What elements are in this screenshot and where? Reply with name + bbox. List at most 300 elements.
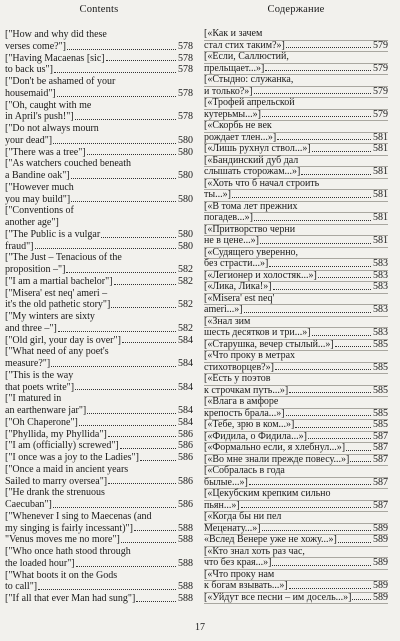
entry-title-line xyxy=(5,370,193,382)
entry-title-text: Sailed to marry oversea"] xyxy=(5,475,108,487)
english-toc-entry xyxy=(5,76,193,100)
english-toc-entry xyxy=(5,593,193,605)
dot-leader xyxy=(54,72,176,73)
entry-title-text: что без края...»] xyxy=(204,557,272,568)
entry-title-text: [«Трофей апрельской xyxy=(204,97,295,108)
entry-title-text: [«Фидила, о Фидила...»] xyxy=(204,430,307,442)
entry-title-text: и только?»] xyxy=(204,85,253,97)
entry-title-line xyxy=(5,311,193,323)
dot-leader xyxy=(254,220,371,221)
entry-title-text: fraud"] xyxy=(5,240,34,252)
russian-toc-entry xyxy=(204,351,388,374)
entry-title-text: an earthenware jar"] xyxy=(5,405,87,416)
entry-last-line xyxy=(5,382,193,394)
entry-title-line xyxy=(5,288,193,300)
russian-toc-entry xyxy=(204,374,388,397)
dot-leader xyxy=(269,266,371,267)
entry-page-number: 581 xyxy=(373,166,388,177)
entry-last-line xyxy=(5,229,193,241)
dot-leader xyxy=(106,60,176,61)
dot-leader xyxy=(275,369,371,370)
entry-page-number: 588 xyxy=(178,522,193,534)
entry-title-text: [«Знал зим xyxy=(204,315,251,327)
entry-last-line xyxy=(5,194,193,206)
english-toc-entry xyxy=(5,276,193,288)
entry-page-number: 585 xyxy=(373,407,388,419)
entry-title-text: ["I am a martial bachelor"] xyxy=(5,275,113,287)
entry-title-line xyxy=(5,570,193,582)
dot-leader xyxy=(312,335,371,336)
entry-title-text: [«Misera' est neq' xyxy=(204,292,275,304)
entry-page-number: 578 xyxy=(178,87,193,99)
dot-leader xyxy=(295,427,371,428)
english-toc-entry xyxy=(5,29,193,53)
english-toc-entry xyxy=(5,100,193,124)
entry-last-line xyxy=(5,523,193,535)
entry-last-line xyxy=(5,358,193,370)
entry-last-line xyxy=(5,417,193,429)
entry-title-line xyxy=(5,76,193,88)
entry-title-text: to call"] xyxy=(5,581,38,593)
entry-page-number: 587 xyxy=(373,499,388,511)
entry-title-text: Меценату...»] xyxy=(204,522,261,534)
entry-title-text: a Bandine oak"] xyxy=(5,170,70,181)
entry-page-number: 588 xyxy=(178,593,193,604)
entry-page-number: 580 xyxy=(178,193,193,205)
russian-toc-entry xyxy=(204,535,388,547)
entry-last-line xyxy=(204,305,388,317)
russian-toc-entry xyxy=(204,202,388,225)
entry-page-number: 582 xyxy=(178,299,193,311)
entry-title-text: the loaded hour"] xyxy=(5,557,75,569)
entry-title-line xyxy=(5,346,193,358)
entry-title-text: ["Old girl, your day is over"] xyxy=(5,334,121,346)
dot-leader xyxy=(301,174,371,175)
page-number: 17 xyxy=(195,622,205,633)
dot-leader xyxy=(75,119,176,120)
entry-last-line xyxy=(5,88,193,100)
russian-toc-entry xyxy=(204,52,388,75)
entry-title-text: ["Conventions of xyxy=(5,205,74,217)
russian-toc-entry xyxy=(204,121,388,144)
entry-title-text: housemaid"] xyxy=(5,87,56,99)
entry-last-line xyxy=(5,64,193,76)
dot-leader xyxy=(289,588,371,589)
dot-leader xyxy=(58,331,176,332)
dot-leader xyxy=(76,566,176,567)
entry-title-text: [«Лика, Лика!»] xyxy=(204,281,272,292)
english-toc-entry xyxy=(5,511,193,535)
dot-leader xyxy=(66,272,176,273)
entry-page-number: 588 xyxy=(178,581,193,593)
english-toc-entry xyxy=(5,53,193,65)
russian-toc-entry xyxy=(204,75,388,98)
entry-title-text: ["Having Macaenas [sic] xyxy=(5,52,105,64)
russian-toc-entry xyxy=(204,248,388,271)
entry-last-line xyxy=(5,593,193,605)
entry-title-text: another age"] xyxy=(5,217,59,228)
entry-title-text: не в цене...»] xyxy=(204,235,259,246)
entry-title-text: [«Есть у поэтов xyxy=(204,373,271,384)
dot-leader xyxy=(286,47,371,48)
entry-page-number: 588 xyxy=(178,557,193,569)
entry-page-number: 582 xyxy=(178,322,193,334)
russian-toc-entry xyxy=(204,179,388,202)
english-toc-entry xyxy=(5,346,193,370)
entry-page-number: 581 xyxy=(373,235,388,246)
entry-title-text: [«Хоть что б начал строить xyxy=(204,177,320,189)
entry-last-line xyxy=(204,167,388,179)
entry-title-text: ["How and why did these xyxy=(5,29,107,40)
entry-title-line xyxy=(5,158,193,170)
entry-page-number: 587 xyxy=(373,453,388,465)
english-toc-entry xyxy=(5,241,193,253)
dot-leader xyxy=(79,425,176,426)
dot-leader xyxy=(71,178,176,179)
entry-title-text: ["Phyllida, my Phyllida"] xyxy=(5,428,107,440)
dot-leader xyxy=(87,413,176,414)
entry-page-number: 586 xyxy=(178,452,193,463)
entry-title-text: к строчкам путь...»] xyxy=(204,384,289,396)
english-toc-entry xyxy=(5,335,193,347)
entry-page-number: 584 xyxy=(178,405,193,416)
english-toc-entry xyxy=(5,158,193,182)
dot-leader xyxy=(273,289,371,290)
russian-toc-entry xyxy=(204,512,388,535)
entry-title-text: [«Судящего уверенно, xyxy=(204,246,299,258)
entry-title-line xyxy=(5,511,193,523)
entry-title-text: ["I matured in xyxy=(5,393,62,405)
entry-page-number: 579 xyxy=(373,108,388,120)
entry-title-text: ["Who once hath stood through xyxy=(5,546,131,557)
dot-leader xyxy=(277,139,371,140)
entry-last-line xyxy=(5,170,193,182)
english-toc-entry xyxy=(5,452,193,464)
entry-last-line xyxy=(5,111,193,123)
dot-leader xyxy=(318,277,371,278)
entry-title-line xyxy=(5,123,193,135)
entry-last-line xyxy=(204,259,388,271)
entry-title-text: [«Как и зачем xyxy=(204,28,263,39)
entry-title-text: стал стих таким?»] xyxy=(204,39,285,51)
dot-leader xyxy=(114,284,176,285)
entry-last-line xyxy=(5,429,193,441)
entry-title-line xyxy=(204,397,388,409)
entry-title-text: [«Что проку нам xyxy=(204,568,275,580)
entry-last-line xyxy=(5,276,193,288)
russian-toc-entry xyxy=(204,98,388,121)
entry-title-line xyxy=(204,121,388,133)
entry-title-text: [«Бандинский дуб дал xyxy=(204,154,299,166)
entry-last-line xyxy=(5,499,193,511)
entry-page-number: 587 xyxy=(373,476,388,488)
entry-title-line xyxy=(5,100,193,112)
russian-toc-entry xyxy=(204,156,388,179)
entry-last-line xyxy=(5,452,193,464)
entry-page-number: 589 xyxy=(373,591,388,603)
dot-leader xyxy=(262,116,371,117)
entry-page-number: 581 xyxy=(373,189,388,200)
dot-leader xyxy=(312,151,371,152)
russian-toc-entry xyxy=(204,489,388,512)
entry-title-text: [«Притворство черни xyxy=(204,223,296,235)
english-toc-entry xyxy=(5,64,193,76)
entry-page-number: 580 xyxy=(178,146,193,158)
entry-title-line xyxy=(204,351,388,363)
entry-title-text: [«Что проку в метрах xyxy=(204,350,296,361)
russian-toc-entry xyxy=(204,397,388,420)
entry-last-line xyxy=(204,328,388,340)
entry-title-text: былые...»] xyxy=(204,476,248,488)
entry-page-number: 583 xyxy=(373,281,388,292)
entry-page-number: 584 xyxy=(178,358,193,369)
entry-page-number: 586 xyxy=(178,440,193,452)
entry-page-number: 583 xyxy=(373,327,388,338)
entry-title-text: [«Старушка, вечер стылый...»] xyxy=(204,338,334,350)
entry-last-line xyxy=(204,190,388,202)
entry-title-text: [«Тебе, зрю в ком...»] xyxy=(204,419,295,430)
entry-last-line xyxy=(5,241,193,253)
entry-title-text: ["My winters are sixty xyxy=(5,311,95,322)
entry-last-line xyxy=(204,558,388,570)
russian-toc-entry xyxy=(204,225,388,248)
entry-title-text: [«Цекубским крепким сильно xyxy=(204,488,331,499)
entry-title-line xyxy=(204,98,388,110)
entry-title-line xyxy=(5,464,193,476)
entry-title-line xyxy=(204,52,388,64)
entry-page-number: 582 xyxy=(178,275,193,287)
entry-title-text: you may build"] xyxy=(5,193,71,205)
entry-title-text: прельщает...»] xyxy=(204,62,265,74)
dot-leader xyxy=(346,450,371,451)
entry-title-line xyxy=(204,29,388,41)
entry-last-line xyxy=(204,144,388,156)
russian-toc-entry xyxy=(204,466,388,489)
entry-last-line xyxy=(5,405,193,417)
entry-title-text: ["Don't be ashamed of your xyxy=(5,76,116,87)
entry-page-number: 584 xyxy=(178,334,193,346)
english-toc-entry xyxy=(5,147,193,159)
entry-title-line xyxy=(5,205,193,217)
entry-page-number: 589 xyxy=(373,557,388,568)
dot-leader xyxy=(35,248,176,249)
english-toc-entry xyxy=(5,370,193,394)
dot-leader xyxy=(244,312,371,313)
entry-last-line xyxy=(204,236,388,248)
entry-page-number: 578 xyxy=(178,40,193,52)
dot-leader xyxy=(75,389,176,390)
entry-page-number: 585 xyxy=(373,361,388,373)
entry-title-text: [«Скорбь не век xyxy=(204,120,272,131)
entry-page-number: 578 xyxy=(178,64,193,76)
entry-title-text: Caecuban"] xyxy=(5,499,52,510)
entry-title-text: ["Do not always mourn xyxy=(5,123,99,134)
entry-title-text: ["Once a maid in ancient years xyxy=(5,463,129,475)
dot-leader xyxy=(260,243,371,244)
entry-page-number: 580 xyxy=(178,228,193,240)
dot-leader xyxy=(51,366,176,367)
entry-title-text: крепость брала...»] xyxy=(204,407,285,419)
dot-leader xyxy=(308,438,371,439)
entry-title-text: my singing is fairly incessant)"] xyxy=(5,522,133,534)
entry-last-line xyxy=(204,535,388,547)
entry-page-number: 589 xyxy=(373,580,388,591)
entry-title-text: ["What need of any poet's xyxy=(5,346,109,358)
entry-page-number: 579 xyxy=(373,39,388,51)
entry-page-number: 584 xyxy=(178,416,193,428)
entry-title-text: ["What boots it on the Gods xyxy=(5,569,118,581)
entry-title-text: ameri...»] xyxy=(204,304,243,315)
entry-title-text: слышать сторожам...»] xyxy=(204,166,301,177)
dot-leader xyxy=(262,530,371,531)
entry-page-number: 582 xyxy=(178,264,193,275)
entry-title-text: [«Если, Саллюстий, xyxy=(204,51,289,62)
entry-page-number: 581 xyxy=(373,143,388,154)
entry-title-text: [«В тома лет прежних xyxy=(204,200,298,212)
entry-page-number: 583 xyxy=(373,304,388,315)
entry-title-text: that poets write"] xyxy=(5,381,75,393)
entry-page-number: 585 xyxy=(373,419,388,430)
russian-toc-entry xyxy=(204,547,388,570)
entry-page-number: 580 xyxy=(178,170,193,181)
entry-title-text: ["Misera' est neq' ameri – xyxy=(5,287,108,299)
russian-toc-entry xyxy=(204,294,388,317)
entry-page-number: 586 xyxy=(178,428,193,440)
entry-title-text: ["The Public is a vulgar xyxy=(5,228,101,240)
entry-last-line xyxy=(5,335,193,347)
dot-leader xyxy=(350,461,371,462)
entry-title-line xyxy=(5,487,193,499)
entry-title-text: кутерьмы...»] xyxy=(204,108,261,120)
entry-title-text: ["He drank the strenuous xyxy=(5,487,105,499)
entry-last-line xyxy=(5,558,193,570)
russian-entries-list xyxy=(204,29,388,604)
english-entries-list xyxy=(5,29,193,605)
dot-leader xyxy=(120,448,176,449)
dot-leader xyxy=(335,346,371,347)
english-toc-entry xyxy=(5,417,193,429)
entry-title-text: [«Во мне знали прежде повесу...»] xyxy=(204,453,350,465)
dot-leader xyxy=(101,237,176,238)
entry-title-text: к богам взывать...»] xyxy=(204,580,288,591)
entry-page-number: 579 xyxy=(373,85,388,97)
dot-leader xyxy=(87,154,176,155)
dot-leader xyxy=(53,143,176,144)
contents-heading: Contents xyxy=(79,4,119,15)
dot-leader xyxy=(121,542,176,543)
entry-title-line xyxy=(5,546,193,558)
english-toc-entry xyxy=(5,182,193,206)
entry-title-text: [«Уйдут все песни – им досель...»] xyxy=(204,591,352,603)
entry-page-number: 589 xyxy=(373,522,388,534)
entry-last-line xyxy=(5,476,193,488)
english-toc-entry xyxy=(5,429,193,441)
entry-page-number: 579 xyxy=(373,62,388,74)
dot-leader xyxy=(265,70,371,71)
entry-page-number: 585 xyxy=(373,338,388,350)
soderzhanie-heading: Содержание xyxy=(267,4,325,15)
entry-title-text: proposition –"] xyxy=(5,264,66,275)
entry-last-line xyxy=(204,282,388,294)
entry-title-text: ["Oh Chaperone"] xyxy=(5,416,78,428)
entry-title-text: шесть десятков и три...»] xyxy=(204,327,311,338)
english-toc-entry xyxy=(5,252,193,276)
entry-page-number: 589 xyxy=(373,534,388,545)
entry-title-text: ты...»] xyxy=(204,189,231,200)
entry-page-number: 581 xyxy=(373,131,388,143)
english-toc-entry xyxy=(5,440,193,452)
entry-title-text: [«Стыдно: служанка, xyxy=(204,74,294,85)
entry-page-number: 580 xyxy=(178,134,193,146)
dot-leader xyxy=(140,460,176,461)
entry-page-number: 587 xyxy=(373,442,388,453)
russian-toc-entry xyxy=(204,593,388,605)
entry-last-line xyxy=(5,135,193,147)
entry-last-line xyxy=(5,581,193,593)
entry-title-text: рождает тлен...»] xyxy=(204,131,277,143)
entry-title-text: ["However much xyxy=(5,181,74,193)
dot-leader xyxy=(53,507,176,508)
entry-page-number: 588 xyxy=(178,534,193,546)
english-toc-entry xyxy=(5,464,193,488)
entry-page-number: 587 xyxy=(373,430,388,442)
entry-title-text: ["As watchers couched beneath xyxy=(5,158,131,170)
english-toc-entry xyxy=(5,546,193,570)
entry-title-text: your dead"] xyxy=(5,134,53,146)
entry-title-text: без страсти...»] xyxy=(204,258,269,269)
entry-last-line xyxy=(5,264,193,276)
entry-title-text: to back us"] xyxy=(5,64,53,76)
entry-title-line xyxy=(5,217,193,229)
english-toc-entry xyxy=(5,205,193,240)
entry-title-text: пьян...»] xyxy=(204,499,240,511)
entry-title-text: ["Oh, caught with me xyxy=(5,99,92,111)
entry-title-line xyxy=(204,512,388,524)
entry-last-line xyxy=(5,53,193,65)
dot-leader xyxy=(338,542,371,543)
entry-title-text: ["I am (officially) screwed"] xyxy=(5,440,119,452)
dot-leader xyxy=(136,601,176,602)
dot-leader xyxy=(111,307,176,308)
entry-last-line xyxy=(5,299,193,311)
dot-leader xyxy=(108,483,176,484)
dot-leader xyxy=(71,201,176,202)
entry-title-text: verses come?"] xyxy=(5,40,66,52)
entry-page-number: 586 xyxy=(178,499,193,510)
entry-title-text: measure?"] xyxy=(5,358,51,369)
entry-last-line xyxy=(204,581,388,593)
entry-title-text: [«Кто знал хоть раз час, xyxy=(204,545,305,557)
entry-title-line xyxy=(5,393,193,405)
entry-last-line xyxy=(5,323,193,335)
entry-title-text: ["I once was a joy to the Ladies"] xyxy=(5,452,139,463)
entry-page-number: 583 xyxy=(373,269,388,281)
entry-title-text: ["Whenever I sing to Maecenas (and xyxy=(5,510,152,522)
entry-title-text: стихотворцев?»] xyxy=(204,361,274,373)
dot-leader xyxy=(254,93,371,94)
english-toc-entry xyxy=(5,570,193,594)
english-toc-entry xyxy=(5,487,193,511)
dot-leader xyxy=(122,342,176,343)
russian-toc-entry xyxy=(204,282,388,294)
entry-title-text: "Venus moves me no more"] xyxy=(5,534,120,546)
russian-toc-entry xyxy=(204,420,388,432)
entry-title-text: [«Собралась в года xyxy=(204,465,285,476)
russian-toc-entry xyxy=(204,29,388,52)
entry-title-text: ["This is the way xyxy=(5,369,74,381)
dot-leader xyxy=(134,530,176,531)
russian-toc-entry xyxy=(204,443,388,455)
